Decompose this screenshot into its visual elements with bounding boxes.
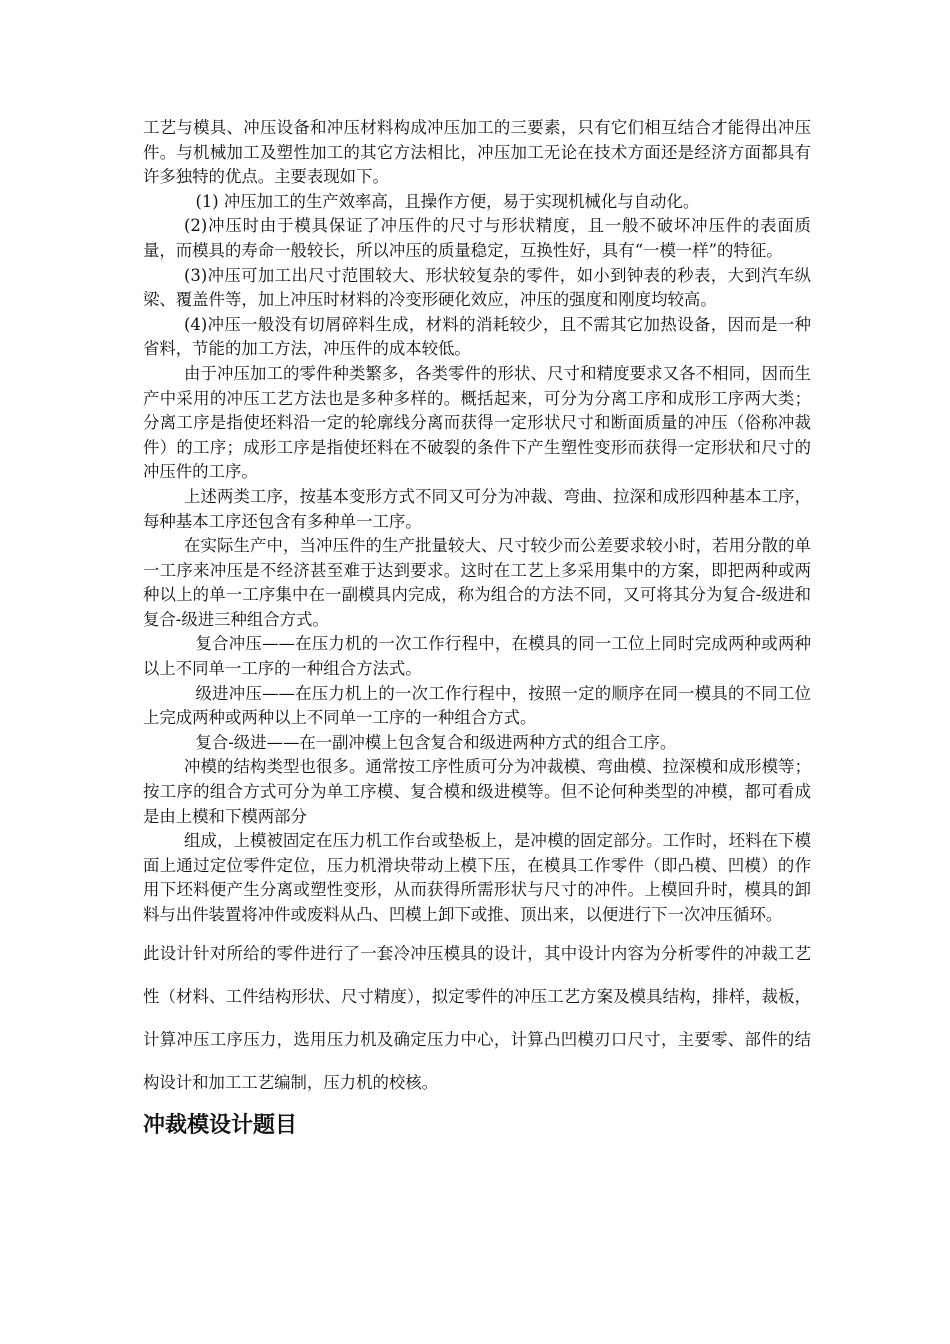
- section-heading: 冲裁模设计题目: [143, 1112, 298, 1138]
- paragraph-advantage-2: (2)冲压时由于模具保证了冲压件的尺寸与形状精度，且一般不破坏冲压件的表面质量，而模具的寿命一般较长，所以冲压的质量稳定，互换性好，具有“一模一样”的特征。: [143, 216, 811, 260]
- paragraph-compound-progressive: 复合-级进——在一副冲模上包含复合和级进两种方式的组合工序。: [195, 732, 677, 752]
- paragraph-advantage-1: (1) 冲压加工的生产效率高，且操作方便，易于实现机械化与自动化。: [195, 191, 700, 211]
- paragraph-intro: 工艺与模具、冲压设备和冲压材料构成冲压加工的三要素，只有它们相互结合才能得出冲压件。与机械加工及塑性加工的其它方法相比，冲压加工无论在技术方面还是经济方面都具有许多独特的优点。主要表现如下。: [143, 118, 811, 187]
- paragraph-advantage-3: (3)冲压可加工出尺寸范围较大、形状较复杂的零件，如小到钟表的秒表，大到汽车纵梁、覆盖件等，加上冲压时材料的冷变形硬化效应，冲压的强度和刚度均较高。: [143, 265, 811, 310]
- paragraph-progressive-stamping: 级进冲压——在压力机上的一次工作行程中，按照一定的顺序在同一模具的不同工位上完成两种或两种以上不同单一工序的一种组合方式。: [143, 683, 811, 728]
- paragraph-basic-processes: 上述两类工序，按基本变形方式不同又可分为冲裁、弯曲、拉深和成形四种基本工序，每种基本工序还包含有多种单一工序。: [143, 486, 811, 531]
- paragraph-combined-processes: 在实际生产中，当冲压件的生产批量较大、尺寸较少而公差要求较小时，若用分散的单一工序来冲压是不经济甚至难于达到要求。这时在工艺上多采用集中的方案，即把两种或两种以上的单一工序集中在一副模具内完成，称为组合的方法不同，又可将其分为复合-级进和复合-级进三种组合方式。: [143, 536, 811, 629]
- paragraph-compound-stamping: 复合冲压——在压力机的一次工作行程中，在模具的同一工位上同时完成两种或两种以上不同单一工序的一种组合方法式。: [143, 634, 811, 679]
- paragraph-die-structure: 组成，上模被固定在压力机工作台或垫板上，是冲模的固定部分。工作时，坯料在下模面上通过定位零件定位，压力机滑块带动上模下压，在模具工作零件（即凸模、凹模）的作用下坯料便产生分离或塑性变形，从而获得所需形状与尺寸的冲件。上模回升时，模具的卸料与出件装置将冲件或废料从凸、凹模上卸下或推、顶出来，以便进行下一次冲压循环。: [143, 831, 811, 924]
- paragraph-process-types: 由于冲压加工的零件种类繁多，各类零件的形状、尺寸和精度要求又各不相同，因而生产中采用的冲压工艺方法也是多种多样的。概括起来，可分为分离工序和成形工序两大类；分离工序是指使坯料沿一定的轮廓线分离而获得一定形状尺寸和断面质量的冲压（俗称冲裁件）的工序；成形工序是指使坯料在不破裂的条件下产生塑性变形而获得一定形状和尺寸的冲压件的工序。: [143, 363, 811, 482]
- paragraph-die-types: 冲模的结构类型也很多。通常按工序性质可分为冲裁模、弯曲模、拉深模和成形模等；按工序的组合方式可分为单工序模、复合模和级进模等。但不论何种类型的冲模，都可看成是由上模和下模两部分: [143, 757, 811, 826]
- paragraph-design-scope: 此设计针对所给的零件进行了一套冷冲压模具的设计，其中设计内容为分析零件的冲裁工艺性（材料、工件结构形状、尺寸精度），拟定零件的冲压工艺方案及模具结构，排样，裁板，计算冲压工序压力，选用压力机及确定压力中心，计算凸凹模刃口尺寸，主要零、部件的结构设计和加工工艺编制，压力机的校核。: [143, 943, 811, 1092]
- paragraph-advantage-4: (4)冲压一般没有切屑碎料生成，材料的消耗较少，且不需其它加热设备，因而是一种省料，节能的加工方法，冲压件的成本较低。: [143, 314, 811, 359]
- document-body: [143, 116, 811, 1142]
